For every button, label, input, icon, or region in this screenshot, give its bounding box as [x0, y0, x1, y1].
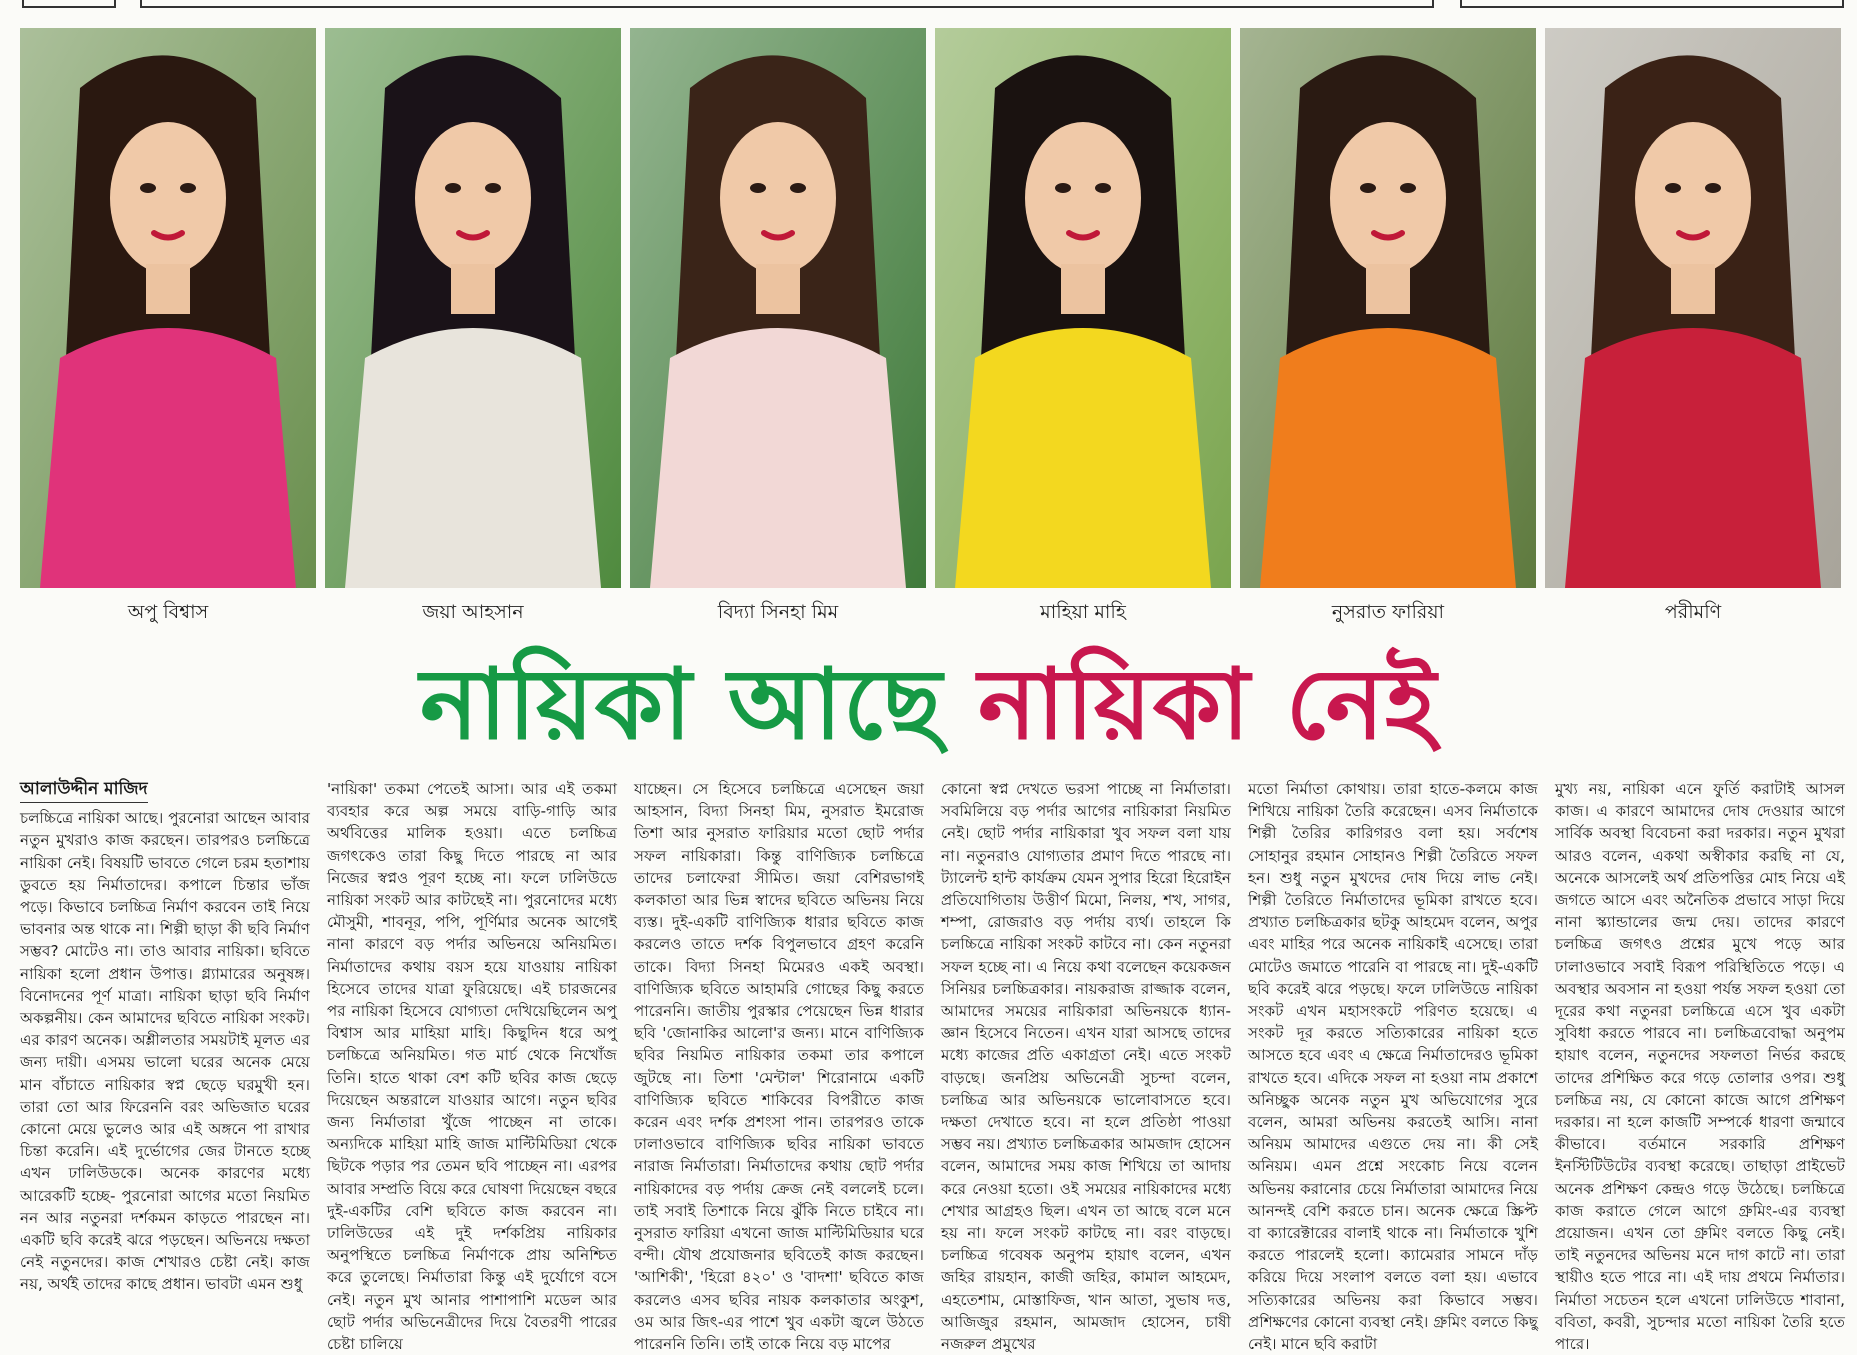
column-text: 'নায়িকা' তকমা পেতেই আসা। আর এই তকমা ব্যবহার করে অল্প সময়ে বাড়ি-গাড়ি আর অর্থবিত্তের মালিক হওয়া। এতে চলচ্চিত্র জগৎকেও তারা কিছু দিতে পারছে না আর নিজের স্বপ্নও পূরণ হচ্ছে না। ফলে ঢালিউডে নায়িকা সংকট আর কাটছেই না। পুরনোদের মধ্যে মৌসুমী, শাবনূর, পপি, পূর্ণিমার অনেক আগেই নানা কারণে বড় পর্দার অভিনয়ে অনিয়মিত। নির্মাতাদের কথায় বয়স হয়ে যাওয়ায় নায়িকা হিসেবে তাদের যাত্রা ফুরিয়েছে। এই চারজনের পর নায়িকা হিসেবে যোগ্যতা দেখিয়েছিলেন অপু বিশ্বাস আর মাহিয়া মাহি। কিছুদিন ধরে অপু চলচ্চিত্রে অনিয়মিত। গত মার্চ থেকে নিখোঁজ তিনি। হাতে থাকা বেশ কটি ছবির কাজ ছেড়ে দিয়েছেন অন্তরালে যাওয়ার আগে। নতুন ছবির জন্য নির্মাতারা খুঁজে পাচ্ছেন না তাকে। অন্যদিকে মাহিয়া মাহি জাজ মাল্টিমিডিয়া থেকে ছিটকে পড়ার পর তেমন ছবি পাচ্ছেন না। এরপর আবার সম্প্রতি বিয়ে করে ঘোষণা দিয়েছেন বছরে দুই-একটির বেশি ছবিতে কাজ করবেন না। ঢালিউডের এই দুই দর্শকপ্রিয় নায়িকার অনুপস্থিতে চলচ্চিত্র নির্মাণকে প্রায় অনিশ্চিত করে তুলেছে। নির্মাতারা কিন্তু এই দুর্যোগে বসে নেই। নতুন মুখ আনার পাশাপাশি মডেল আর ছোট পর্দার অভিনেত্রীদের দিয়ে বৈতরণী পারের চেষ্টা চালিয়ে	[327, 780, 617, 1354]
headline-part-1: নায়িকা আছে	[420, 648, 943, 762]
actress-photo	[325, 28, 621, 588]
photo-caption: পরীমণি	[1664, 601, 1722, 623]
column-text: মতো নির্মাতা কোথায়। তারা হাতে-কলমে কাজ শিখিয়ে নায়িকা তৈরি করেছেন। এসব নির্মাতাকে শিল্পী তৈরির কারিগরও বলা হয়। সর্বশেষ সোহানুর রহমান সোহানও শিল্পী তৈরিতে সফল হন। শুধু নতুন মুখদের দোষ দিয়ে লাভ নেই। শিল্পী তৈরিতে নির্মাতাদের ভূমিকা রাখতে হবে। প্রখ্যাত চলচ্চিত্রকার ছটকু আহমেদ বলেন, অপুর এবং মাহির পরে অনেক নায়িকাই এসেছে। তারা মোটেও জমাতে পারেনি বা পারছে না। দুই-একটি ছবি করেই ঝরে পড়ছে। ফলে ঢালিউডে নায়িকা সংকট এখন মহাসংকটে পরিণত হয়েছে। এ সংকট দূর করতে সত্যিকারের নায়িকা হতে আসতে হবে এবং এ ক্ষেত্রে নির্মাতাদেরও ভূমিকা রাখতে হবে। এদিকে সফল না হওয়া নাম প্রকাশে অনিচ্ছুক অনেক নতুন মুখ অভিযোগের সুরে বলেন, আমরা অভিনয় করতেই আসি। নানা অনিয়ম আমাদের এগুতে দেয় না। কী সেই অনিয়ম। এমন প্রশ্নে সংকোচ নিয়ে বলেন অভিনয় করানোর চেয়ে নির্মাতারা আমাদের নিয়ে আনন্দই বেশি করতে চান। অনেক ক্ষেত্রে স্ক্রিপ্ট বা ক্যারেক্টারের বালাই থাকে না। নির্মাতাকে খুশি করতে পারলেই হলো। ক্যামেরার সামনে দাঁড় করিয়ে দিয়ে সংলাপ বলতে বলা হয়। এভাবে সত্যিকারের অভিনয় করা কিভাবে সম্ভব। প্রশিক্ষণের কোনো ব্যবস্থা নেই। গ্রুমিং বলতে কিছু নেই। মানে ছবি করাটা	[1248, 780, 1538, 1354]
column-text: কোনো স্বপ্ন দেখতে ভরসা পাচ্ছে না নির্মাতারা। সবমিলিয়ে বড় পর্দার আগের নায়িকারা নিয়মিত নেই। ছোট পর্দার নায়িকারা খুব সফল বলা যায় না। নতুনরাও যোগ্যতার প্রমাণ দিতে পারছে না। ট্যালেন্ট হান্ট কার্যক্রম যেমন সুপার হিরো হিরোইন প্রতিযোগিতায় উত্তীর্ণ মিমো, নিলয়, শখ, সাগর, শম্পা, রোজরাও বড় পর্দায় ব্যর্থ। তাহলে কি চলচ্চিত্রে নায়িকা সংকট কাটবে না। কেন নতুনরা সফল হচ্ছে না। এ নিয়ে কথা বলেছেন কয়েকজন সিনিয়র চলচ্চিত্রকার। নায়করাজ রাজ্জাক বলেন, আমাদের সময়ের নায়িকারা অভিনয়কে ধ্যান-জ্ঞান হিসেবে নিতেন। এখন যারা আসছে তাদের মধ্যে কাজের প্রতি একাগ্রতা নেই। এতে সংকট বাড়ছে। জনপ্রিয় অভিনেত্রী সুচন্দা বলেন, চলচ্চিত্র আর অভিনয়কে ভালোবাসতে হবে। দক্ষতা দেখাতে হবে। না হলে প্রতিষ্ঠা পাওয়া সম্ভব নয়। প্রখ্যাত চলচ্চিত্রকার আমজাদ হোসেন বলেন, আমাদের সময় কাজ শিখিয়ে তা আদায় করে নেওয়া হতো। ওই সময়ের নায়িকাদের মধ্যে শেখার আগ্রহও ছিল। এখন তা আছে বলে মনে হয় না। ফলে সংকট কাটছে না। বরং বাড়ছে। চলচ্চিত্র গবেষক অনুপম হায়াৎ বলেন, এখন জহির রায়হান, কাজী জহির, কামাল আহমেদ, এহতেশাম, মোস্তাফিজ, খান আতা, সুভাষ দত্ত, আজিজুর রহমান, আমজাদ হোসেন, চাষী নজরুল প্রমুখের	[941, 780, 1231, 1354]
photo-strip	[20, 28, 1842, 588]
top-rule-segment	[22, 0, 116, 8]
actress-photo	[20, 28, 316, 588]
headline-part-2: নায়িকা নেই	[977, 648, 1437, 762]
photo-caption: বিদ্যা সিনহা মিম	[717, 601, 839, 623]
actress-photo	[935, 28, 1231, 588]
actress-photo	[1240, 28, 1536, 588]
article-column-1	[20, 778, 310, 1294]
article-column-2	[327, 778, 617, 1354]
photo-caption: অপু বিশ্বাস	[127, 601, 209, 623]
article-body	[20, 778, 1845, 1354]
top-rule-segment	[1460, 0, 1844, 8]
byline: আলাউদ্দীন মাজিদ	[20, 778, 148, 803]
column-text: চলচ্চিত্রে নায়িকা আছে। পুরনোরা আছেন আবার নতুন মুখরাও কাজ করছেন। তারপরও চলচ্চিত্রে নায়িকা নেই। বিষয়টি ভাবতে গেলে চরম হতাশায় ডুবতে হয় নির্মাতাদের। কপালে চিন্তার ভাঁজ পড়ে। কিভাবে চলচ্চিত্র নির্মাণ করবেন তাই নিয়ে ভাবনার অন্ত থাকে না। শিল্পী ছাড়া কী ছবি নির্মাণ সম্ভব? মোটেও না। তাও আবার নায়িকা। ছবিতে নায়িকা হলো প্রধান উপাত্ত। গ্ল্যামারের অনুষঙ্গ। বিনোদনের পূর্ণ মাত্রা। নায়িকা ছাড়া ছবি নির্মাণ অকল্পনীয়। কেন আমাদের ছবিতে নায়িকা সংকট। এর কারণ অনেক। অশ্লীলতার সময়টাই মূলত এর জন্য দায়ী। এসময় ভালো ঘরের অনেক মেয়ে মান বাঁচাতে নায়িকার স্বপ্ন ছেড়ে ঘরমুখী হন। তারা তো আর ফিরেননি বরং অভিজাত ঘরের কোনো মেয়ে ভুলেও আর এই অঙ্গনে পা রাখার চিন্তা করেনি। এই দুর্ভোগের জের টানতে হচ্ছে এখন ঢালিউডকে। অনেক কারণের মধ্যে আরেকটি হচ্ছে- পুরনোরা আগের মতো নিয়মিত নন আর নতুনরা দর্শকমন কাড়তে পারছেন না। একটি ছবি করেই ঝরে পড়ছেন। অভিনয়ে দক্ষতা নেই নতুনদের। কাজ শেখারও চেষ্টা নেই। কাজ নয়, অর্থই তাদের কাছে প্রধান। ভাবটা এমন শুধু	[20, 809, 310, 1294]
article-column-6	[1555, 778, 1845, 1354]
actress-photo	[630, 28, 926, 588]
photo-caption: জয়া আহসান	[422, 601, 524, 623]
headline	[0, 640, 1857, 770]
top-rule-segment	[140, 0, 1434, 8]
actress-photo	[1545, 28, 1841, 588]
article-column-4	[941, 778, 1231, 1354]
photo-caption: মাহিয়া মাহি	[1040, 601, 1126, 623]
article-column-3	[634, 778, 924, 1354]
column-text: মুখ্য নয়, নায়িকা এনে ফুর্তি করাটাই আসল কাজ। এ কারণে আমাদের দোষ দেওয়ার আগে সার্বিক অবস্থা বিবেচনা করা দরকার। নতুন মুখরা আরও বলেন, একথা অস্বীকার করছি না যে, অনেকে আসলেই অর্থ প্রতিপত্তির মোহ নিয়ে এই জগতে আসে এবং অনৈতিক প্রভাবে সাড়া দিয়ে নানা স্ক্যান্ডালের জন্ম দেয়। তাদের কারণে চলচ্চিত্র জগৎও প্রশ্নের মুখে পড়ে আর ঢালাওভাবে সবাই বিরূপ পরিস্থিতিতে পড়ে। এ অবস্থার অবসান না হওয়া পর্যন্ত সফল হওয়া তো দূরের কথা নতুনরা চলচ্চিত্রে এসে খুব একটা সুবিধা করতে পারবে না। চলচ্চিত্রবোদ্ধা অনুপম হায়াৎ বলেন, নতুনদের সফলতা নির্ভর করছে তাদের প্রশিক্ষিত করে গড়ে তোলার ওপর। শুধু চলচ্চিত্র নয়, যে কোনো কাজে আগে প্রশিক্ষণ দরকার। না হলে কাজটি সম্পর্কে ধারণা জন্মাবে কীভাবে। বর্তমানে সরকারি প্রশিক্ষণ ইনস্টিটিউটের ব্যবস্থা করেছে। তাছাড়া প্রাইভেট অনেক প্রশিক্ষণ কেন্দ্রও গড়ে উঠেছে। চলচ্চিত্রে কাজ করাতে গেলে আগে গ্রুমিং-এর ব্যবস্থা প্রয়োজন। এখন তো গ্রুমিং বলতে কিছু নেই। তাই নতুনদের অভিনয় মনে দাগ কাটে না। তারা স্থায়ীও হতে পারে না। এই দায় প্রথমে নির্মাতার। নির্মাতা সচেতন হলে এখনো ঢালিউডে শাবানা, ববিতা, কবরী, সুচন্দার মতো নায়িকা তৈরি হতে পারে।	[1555, 780, 1845, 1354]
article-column-5	[1248, 778, 1538, 1354]
column-text: যাচ্ছেন। সে হিসেবে চলচ্চিত্রে এসেছেন জয়া আহসান, বিদ্যা সিনহা মিম, নুসরাত ইমরোজ তিশা আর নুসরাত ফারিয়ার মতো ছোট পর্দার সফল নায়িকারা। কিন্তু বাণিজ্যিক চলচ্চিত্রে তাদের চলাফেরা সীমিত। জয়া বেশিরভাগই কলকাতা আর ভিন্ন স্বাদের ছবিতে অভিনয় নিয়ে ব্যস্ত। দুই-একটি বাণিজ্যিক ধারার ছবিতে কাজ করলেও তাতে দর্শক বিপুলভাবে গ্রহণ করেনি তাকে। বিদ্যা সিনহা মিমেরও একই অবস্থা। বাণিজ্যিক ছবিতে আহামরি গোছের কিছু করতে পারেননি। জাতীয় পুরস্কার পেয়েছেন ভিন্ন ধারার ছবি 'জোনাকির আলো'র জন্য। মানে বাণিজ্যিক ছবির নিয়মিত নায়িকার তকমা তার কপালে জুটছে না। তিশা 'মেন্টাল' শিরোনামে একটি বাণিজ্যিক ছবিতে শাকিবের বিপরীতে কাজ করেন এবং দর্শক প্রশংসা পান। তারপরও তাকে ঢালাওভাবে বাণিজ্যিক ছবির নায়িকা ভাবতে নারাজ নির্মাতারা। নির্মাতাদের কথায় ছোট পর্দার নায়িকাদের বড় পর্দায় ক্রেজ নেই বললেই চলে। তাই সবাই তিশাকে নিয়ে ঝুঁকি নিতে চাইবে না। নুসরাত ফারিয়া এখনো জাজ মাল্টিমিডিয়ার ঘরে বন্দী। যৌথ প্রযোজনার ছবিতেই কাজ করছেন। 'আশিকী', 'হিরো ৪২০' ও 'বাদশা' ছবিতে কাজ করলেও এসব ছবির নায়ক কলকাতার অংকুশ, ওম আর জিৎ-এর পাশে খুব একটা জ্বলে উঠতে পারেননি তিনি। তাই তাকে নিয়ে বড় মাপের	[634, 780, 924, 1354]
page-top-rule	[0, 0, 1857, 14]
photo-caption: নুসরাত ফারিয়া	[1331, 601, 1445, 623]
